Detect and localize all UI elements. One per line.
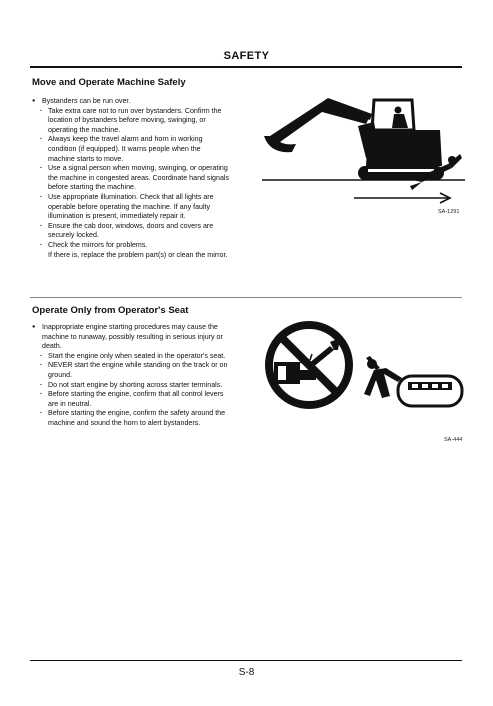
section-body-move-operate: ● Bystanders can be run over. · Take extra care not to run over bystanders. Confirm the location of bystanders before moving, swinging, or operating the machine. · Always keep the travel alarm and horn in working condition (if equipped). It warns people when the machine starts to move. · Use a signal person when moving, swinging, or operating the machine in congested areas. Coordinate hand signals before starting the machine. · Use appropriate illumination. Check that all lights are operable before operating the machine. If any faulty illumination is present, immediately repair it. · Ensure the cab door, windows, doors and covers are securely locked. · Check the mirrors for problems. If there is, replace the problem part(s) or clean the mirror. (32, 97, 254, 260)
sub-item: · Take extra care not to run over bystanders. Confirm the (32, 107, 254, 117)
sub-item: · Use appropriate illumination. Check that all lights are (32, 193, 254, 203)
person-falling-from-track-illustration (362, 352, 464, 414)
prohibited-starter-shorting-icon (264, 320, 354, 410)
sub-item: · Ensure the cab door, windows, doors and covers are (32, 222, 254, 232)
bullet-item: ● Inappropriate engine starting procedures may cause the (32, 323, 254, 333)
section-title-operator-seat: Operate Only from Operator's Seat (32, 305, 189, 316)
sub-item: · Before starting the engine, confirm that all control levers (32, 390, 254, 400)
section-body-operator-seat: ● Inappropriate engine starting procedures may cause the machine to runaway, possibly resulting in serious injury or death. · Start the engine only when seated in the operator's seat. · NEVER start the engine while standing on the track or on ground. · Do not start engine by shorting across starter terminals. · Before starting the engine, confirm that all control levers are in neutral. · Before starting the engine, confirm the safety around the machine and sound the horn to alert bystanders. (32, 323, 254, 429)
sub-item: · Use a signal person when moving, swinging, or operating (32, 164, 254, 174)
sub-item: · Always keep the travel alarm and horn in working (32, 135, 254, 145)
sub-item: · Start the engine only when seated in the operator's seat. (32, 352, 254, 362)
sub-item: · NEVER start the engine while standing on the track or on (32, 361, 254, 371)
sub-item: · Do not start engine by shorting across starter terminals. (32, 381, 254, 391)
figure-label: SA-444 (444, 437, 463, 443)
page-number: S-8 (238, 667, 255, 678)
footer-rule (30, 660, 462, 661)
section-divider (30, 297, 462, 298)
page-title: SAFETY (223, 50, 270, 62)
sub-item: · Check the mirrors for problems. (32, 241, 254, 251)
excavator-bystander-illustration (262, 94, 467, 206)
bullet-item: ● Bystanders can be run over. (32, 97, 254, 107)
sub-item: · Before starting the engine, confirm the safety around the (32, 409, 254, 419)
header-rule (30, 66, 462, 68)
section-title-move-operate: Move and Operate Machine Safely (32, 77, 186, 88)
figure-label: SA-1291 (438, 209, 460, 215)
